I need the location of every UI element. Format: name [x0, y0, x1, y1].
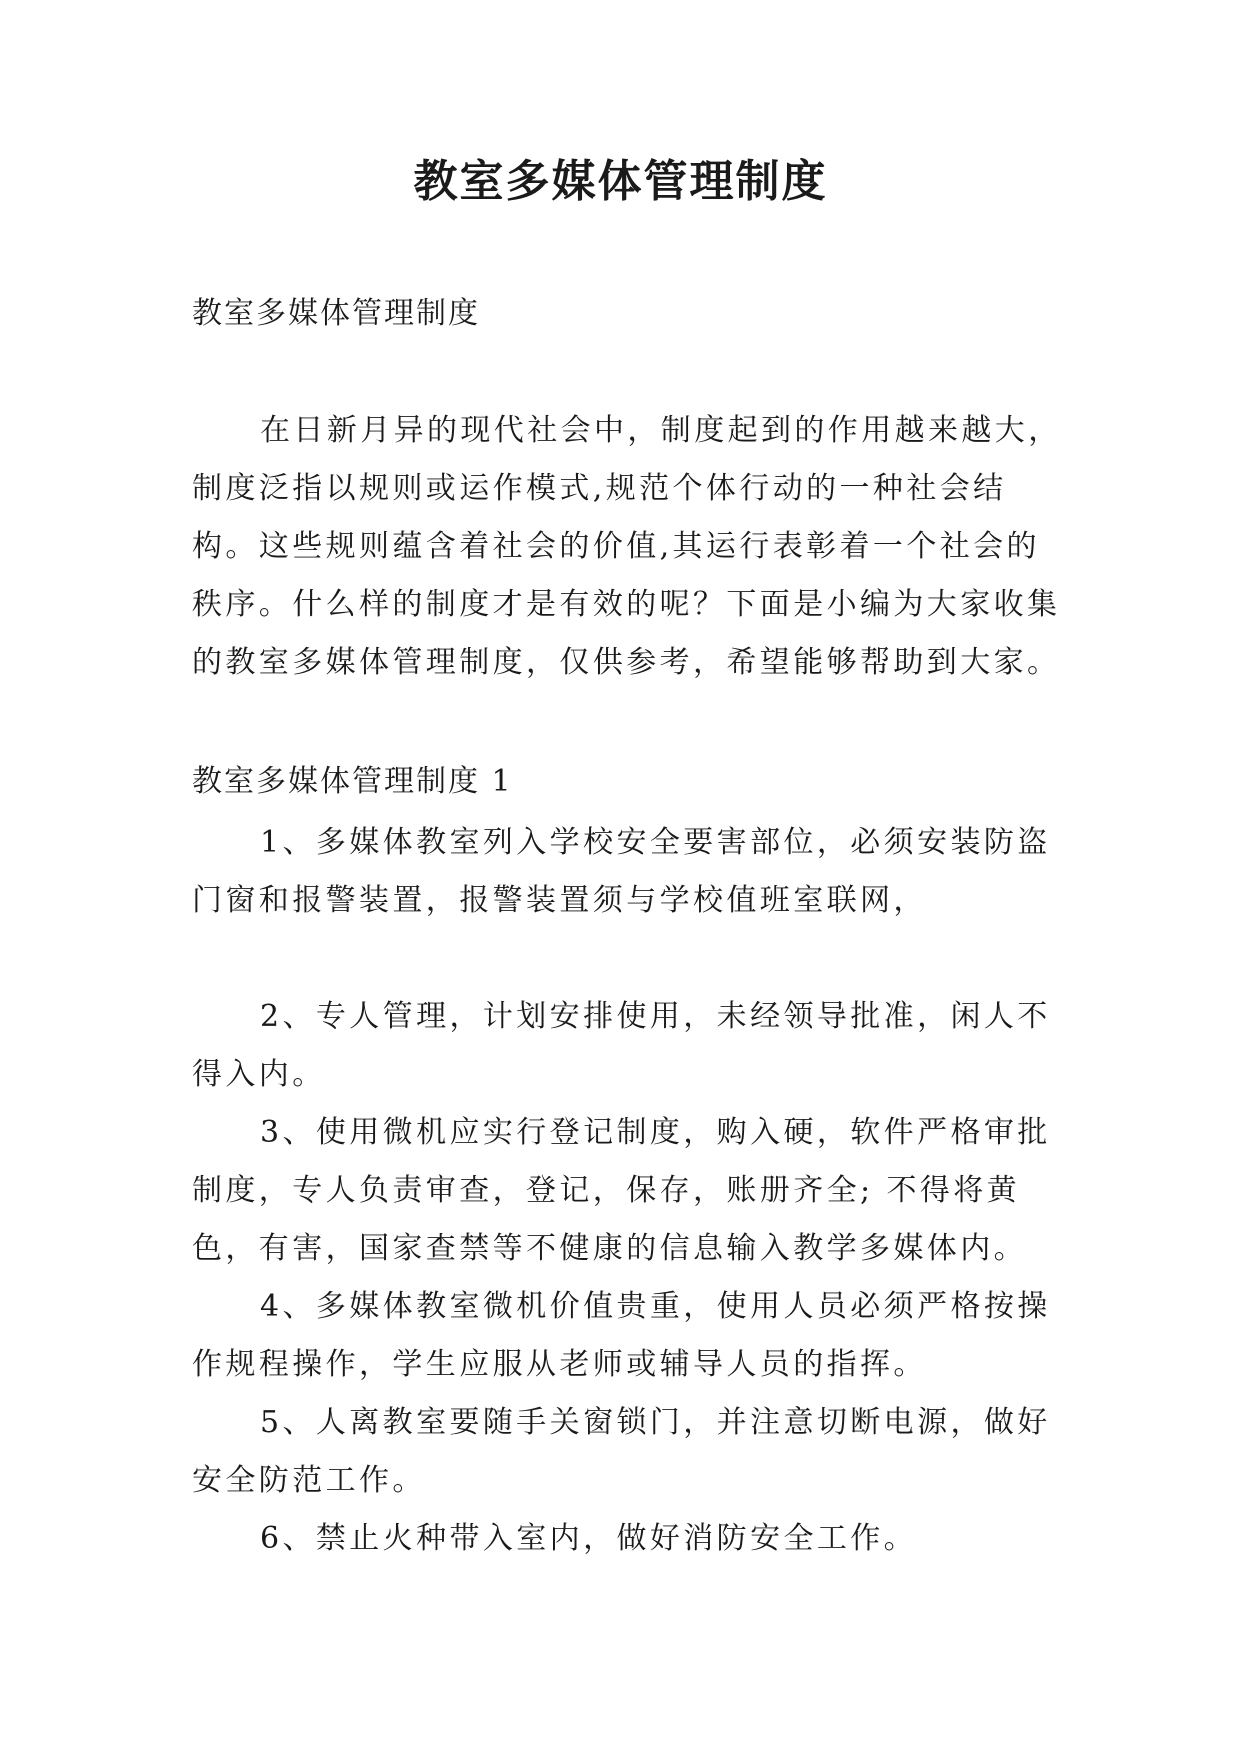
section-title: 教室多媒体管理制度 1: [192, 764, 513, 799]
document-subtitle: 教室多媒体管理制度: [192, 296, 480, 331]
rule-item-1: 1、多媒体教室列入学校安全要害部位，必须安装防盗门窗和报警装置，报警装置须与学校值班室联网，: [192, 825, 1051, 918]
rule-item-3: 3、使用微机应实行登记制度，购入硬，软件严格审批制度，专人负责审查，登记，保存，账册齐全; 不得将黄色，有害，国家查禁等不健康的信息输入教学多媒体内。: [192, 1115, 1051, 1266]
intro-paragraph: 在日新月异的现代社会中，制度起到的作用越来越大，制度泛指以规则或运作模式,规范个体行动的一种社会结构。这些规则蕴含着社会的价值,其运行表彰着一个社会的秩序。什么样的制度才是有效的呢？下面是小编为大家收集的教室多媒体管理制度，仅供参考，希望能够帮助到大家。: [192, 413, 1062, 680]
rule-item-5: 5、人离教室要随手关窗锁门，并注意切断电源，做好安全防范工作。: [192, 1405, 1051, 1498]
rule-item-6: 6、禁止火种带入室内，做好消防安全工作。: [260, 1521, 918, 1556]
document-title: 教室多媒体管理制度: [413, 156, 828, 207]
rule-item-4: 4、多媒体教室微机价值贵重，使用人员必须严格按操作规程操作，学生应服从老师或辅导人员的指挥。: [192, 1289, 1051, 1382]
rule-item-2: 2、专人管理，计划安排使用，未经领导批准，闲人不得入内。: [192, 999, 1051, 1092]
